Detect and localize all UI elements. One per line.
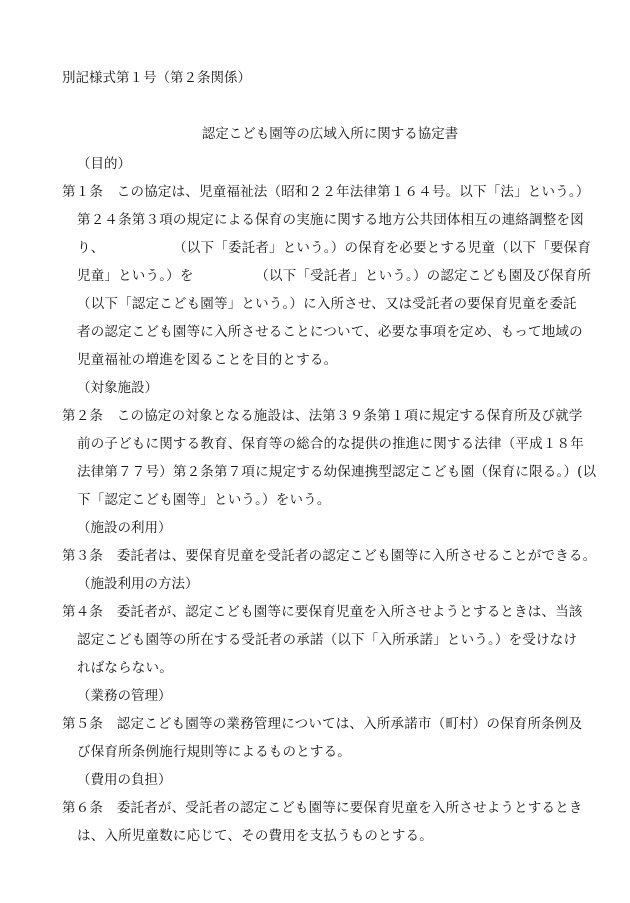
article-1-line-2: 第２４条第３項の規定による保育の実施に関する地方公共団体相互の連絡調整を図 [77, 212, 584, 228]
article-2-line-4: 下「認定こども園等」という。）をいう。 [77, 492, 331, 508]
article-2-line-1: 第２条 この協定の対象となる施設は、法第３９条第１項に規定する保育所及び就学 [62, 408, 583, 424]
article-4-line-1: 第４条 委託者が、認定こども園等に要保育児童を入所させようとするときは、当該 [62, 604, 583, 620]
article-3-heading: （施設の利用） [77, 520, 172, 536]
article-4-heading: （施設利用の方法） [77, 576, 199, 592]
article-1-line-5: （以下「認定こども園等」という。）に入所させ、又は受託者の要保育児童を委託 [77, 296, 577, 312]
article-5-line-1: 第５条 認定こども園等の業務管理については、入所承諾市（町村）の保育所条例及 [62, 716, 583, 732]
article-6-heading: （費用の負担） [77, 772, 172, 788]
article-2-line-3: 法律第７７号）第２条第７項に規定する幼保連携型認定こども園（保育に限る。）(以 [77, 464, 597, 480]
document-title: 認定こども園等の広域入所に関する協定書 [201, 126, 459, 142]
form-number-label: 別記様式第１号（第２条関係） [62, 70, 251, 86]
article-5-heading: （業務の管理） [77, 688, 172, 704]
article-1-heading: （目的） [77, 156, 131, 172]
article-1-line-7: 児童福祉の増進を図ることを目的とする。 [77, 352, 338, 368]
article-4-line-3: ればならない。 [77, 660, 173, 676]
article-3-line-1: 第３条 委託者は、要保育児童を受託者の認定こども園等に入所させることができる。 [62, 548, 597, 564]
article-6-line-1: 第６条 委託者が、受託者の認定こども園等に要保育児童を入所させようとするとき [62, 800, 583, 816]
article-1-line-3: り、 （以下「委託者」という。）の保育を必要とする児童（以下「要保育 [77, 240, 592, 256]
article-4-line-2: 認定こども園等の所在する受託者の承諾（以下「入所承諾」という。）を受けなけ [77, 632, 578, 648]
article-1-line-1: 第１条 この協定は、児童福祉法（昭和２２年法律第１６４号。以下「法」という。） [62, 184, 590, 200]
article-1-line-4: 児童」という。）を （以下「受託者」という。）の認定こども園及び保育所 [77, 268, 592, 284]
article-1-line-6: 者の認定こども園等に入所させることについて、必要な事項を定め、もって地域の [77, 324, 583, 340]
article-6-line-2: は、入所児童数に応じて、その費用を支払うものとする。 [77, 828, 433, 844]
article-2-heading: （対象施設） [77, 380, 158, 396]
article-2-line-2: 前の子どもに関する教育、保育等の総合的な提供の推進に関する法律（平成１８年 [77, 436, 584, 452]
article-5-line-2: び保育所条例施行規則等によるものとする。 [77, 744, 351, 760]
